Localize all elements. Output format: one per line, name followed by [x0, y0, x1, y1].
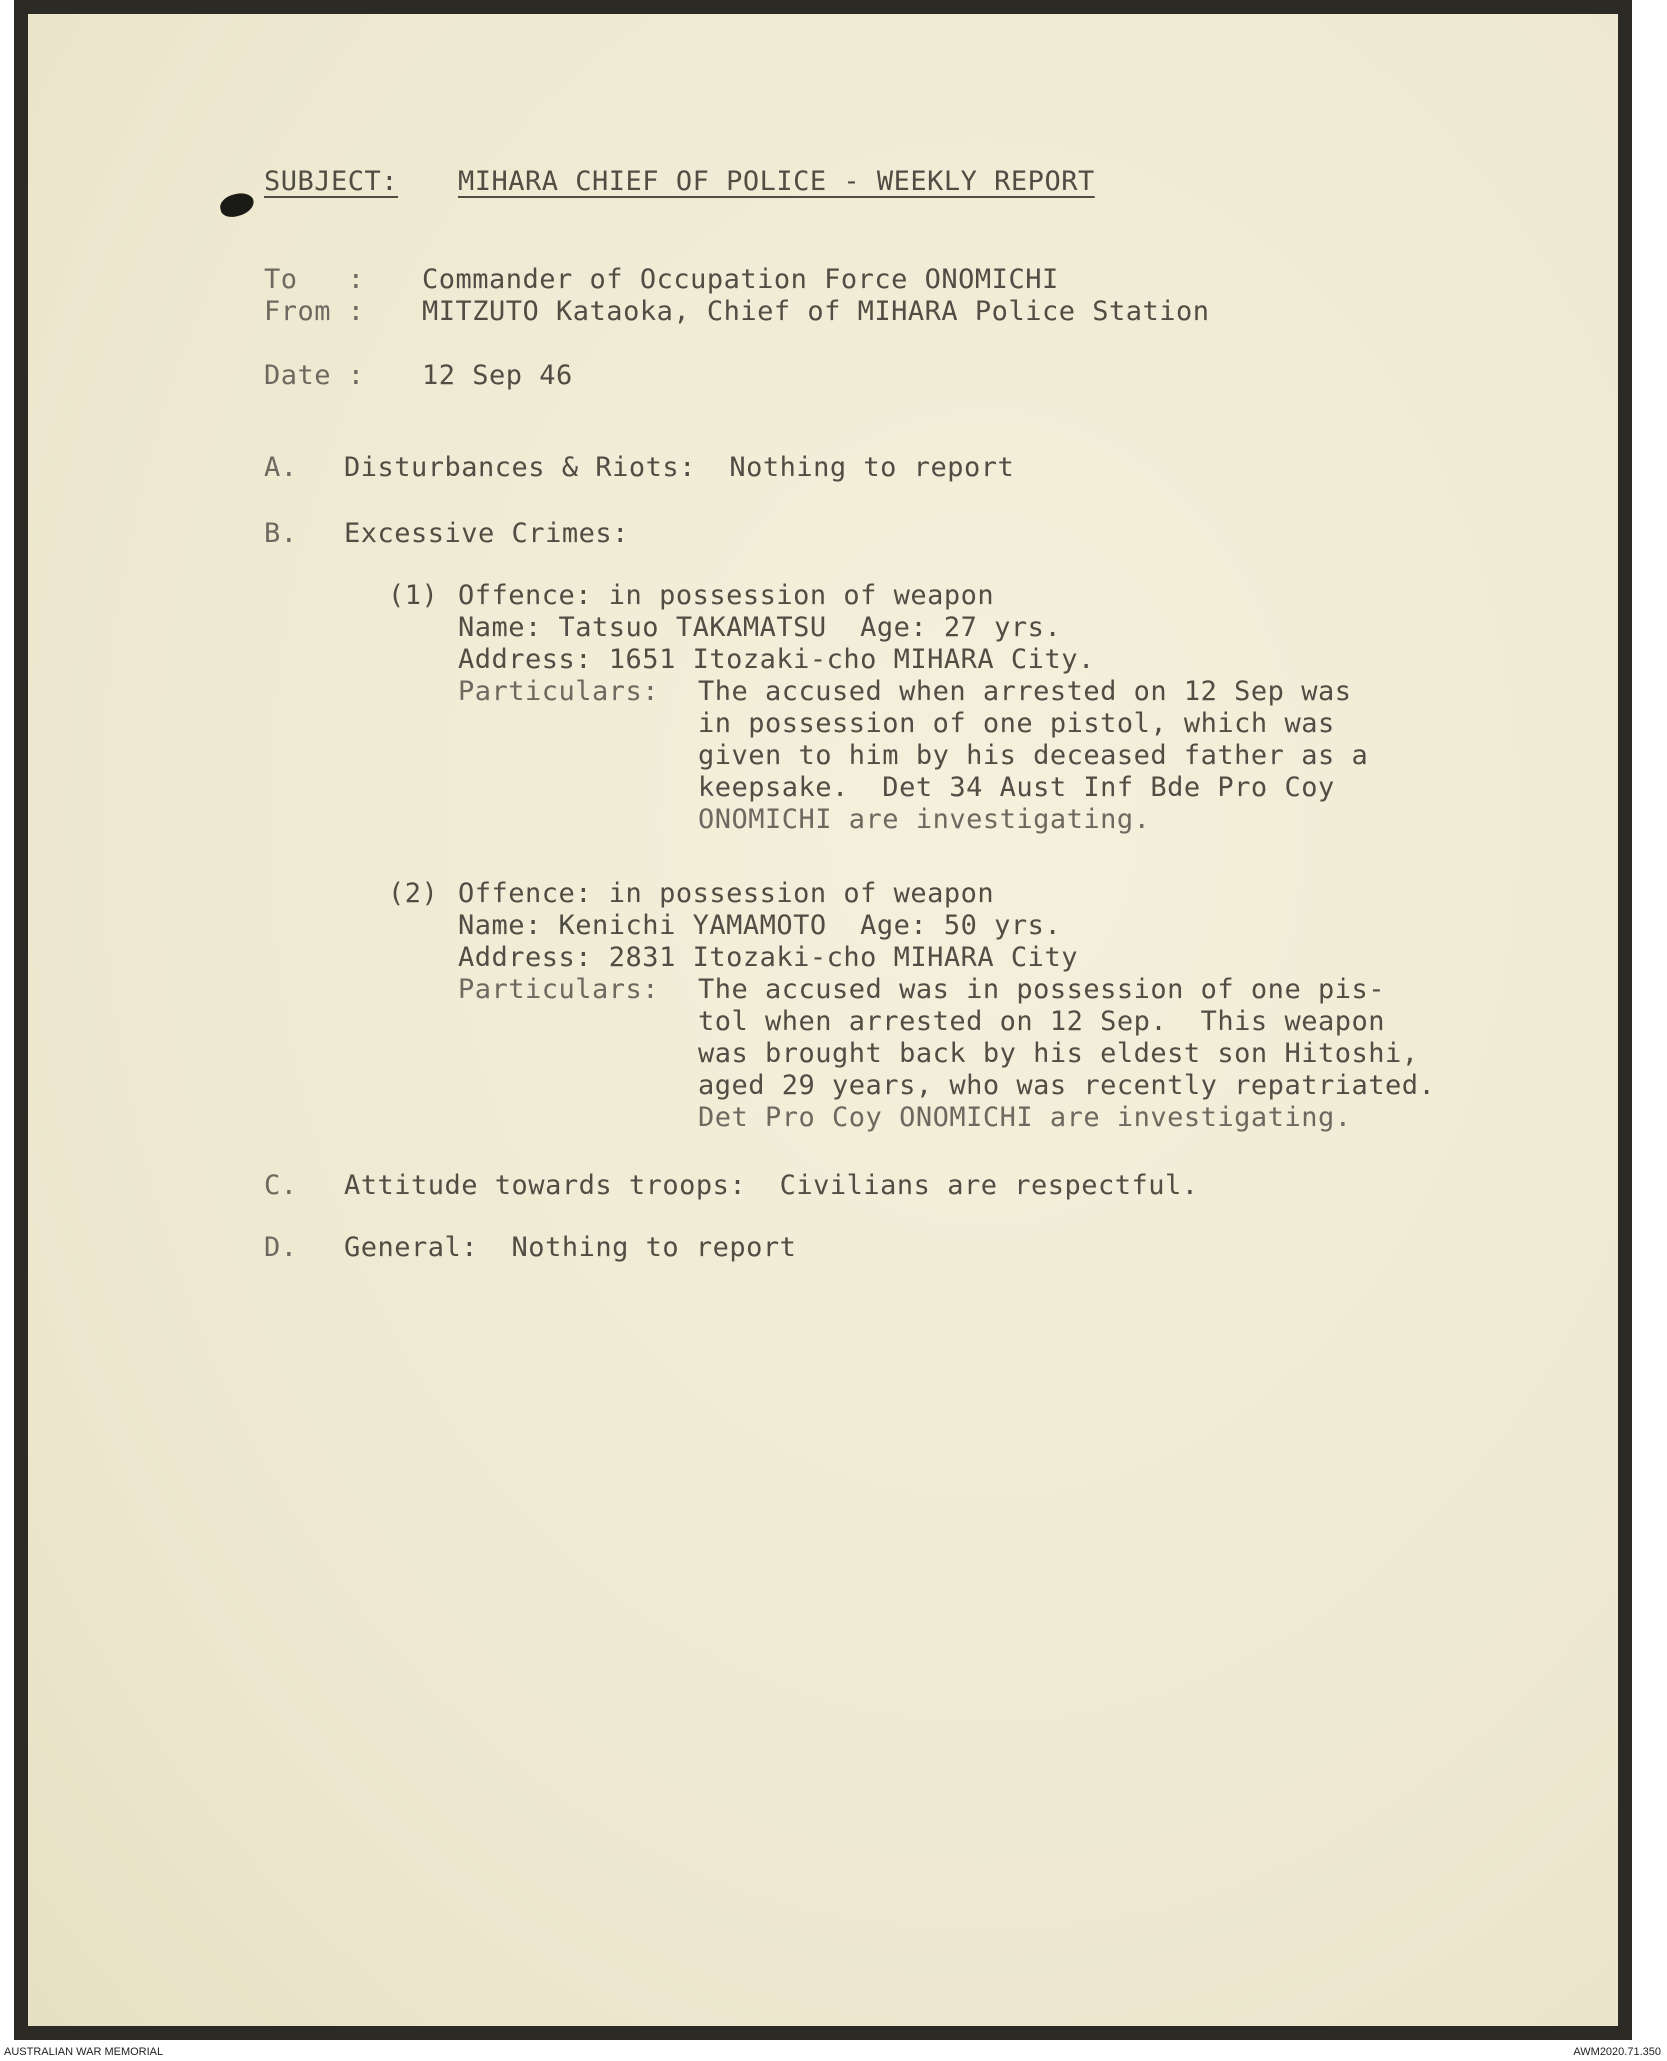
case2-particulars-label: Particulars:	[458, 974, 660, 1005]
case1-particulars-line: in possession of one pistol, which was	[698, 708, 1335, 739]
case1-particulars-line: The accused when arrested on 12 Sep was	[698, 676, 1352, 707]
case1-offence: Offence: in possession of weapon	[458, 580, 995, 611]
case1-particulars-label: Particulars:	[458, 676, 660, 707]
case1-particulars-line: given to him by his deceased father as a	[698, 740, 1369, 771]
case1-number: (1)	[388, 580, 439, 611]
section-d-marker: D.	[264, 1232, 298, 1263]
to-label: To :	[264, 264, 365, 295]
subject-label: SUBJECT:	[264, 166, 399, 197]
section-c-marker: C.	[264, 1170, 298, 1201]
case1-name: Name: Tatsuo TAKAMATSU Age: 27 yrs.	[458, 612, 1062, 643]
section-a-marker: A.	[264, 452, 298, 483]
footer-accession-number: AWM2020.71.350	[1573, 2046, 1661, 2058]
case2-particulars-line: The accused was in possession of one pis-	[698, 974, 1385, 1005]
from-label: From :	[264, 296, 365, 327]
case2-offence: Offence: in possession of weapon	[458, 878, 995, 909]
section-a-text: Disturbances & Riots: Nothing to report	[344, 452, 1015, 483]
case2-number: (2)	[388, 878, 439, 909]
section-d-text: General: Nothing to report	[344, 1232, 797, 1263]
case2-particulars-line: Det Pro Coy ONOMICHI are investigating.	[698, 1102, 1352, 1133]
date-label: Date :	[264, 360, 365, 391]
punch-hole	[218, 191, 256, 220]
case2-particulars-line: tol when arrested on 12 Sep. This weapon	[698, 1006, 1385, 1037]
section-c-text: Attitude towards troops: Civilians are respectful.	[344, 1170, 1199, 1201]
from-value: MITZUTO Kataoka, Chief of MIHARA Police Station	[422, 296, 1210, 327]
subject-title: MIHARA CHIEF OF POLICE - WEEKLY REPORT	[458, 166, 1095, 197]
footer-source: AUSTRALIAN WAR MEMORIAL	[4, 2046, 164, 2058]
case2-address: Address: 2831 Itozaki-cho MIHARA City	[458, 942, 1078, 973]
date-value: 12 Sep 46	[422, 360, 573, 391]
case2-particulars-line: was brought back by his eldest son Hitoshi,	[698, 1038, 1419, 1069]
section-b-marker: B.	[264, 518, 298, 549]
document-page	[28, 14, 1618, 2026]
case1-particulars-line: keepsake. Det 34 Aust Inf Bde Pro Coy	[698, 772, 1335, 803]
case2-particulars-line: aged 29 years, who was recently repatriated.	[698, 1070, 1436, 1101]
case2-name: Name: Kenichi YAMAMOTO Age: 50 yrs.	[458, 910, 1062, 941]
to-value: Commander of Occupation Force ONOMICHI	[422, 264, 1059, 295]
case1-particulars-line: ONOMICHI are investigating.	[698, 804, 1151, 835]
document-frame	[14, 0, 1632, 2040]
case1-address: Address: 1651 Itozaki-cho MIHARA City.	[458, 644, 1095, 675]
section-b-text: Excessive Crimes:	[344, 518, 629, 549]
